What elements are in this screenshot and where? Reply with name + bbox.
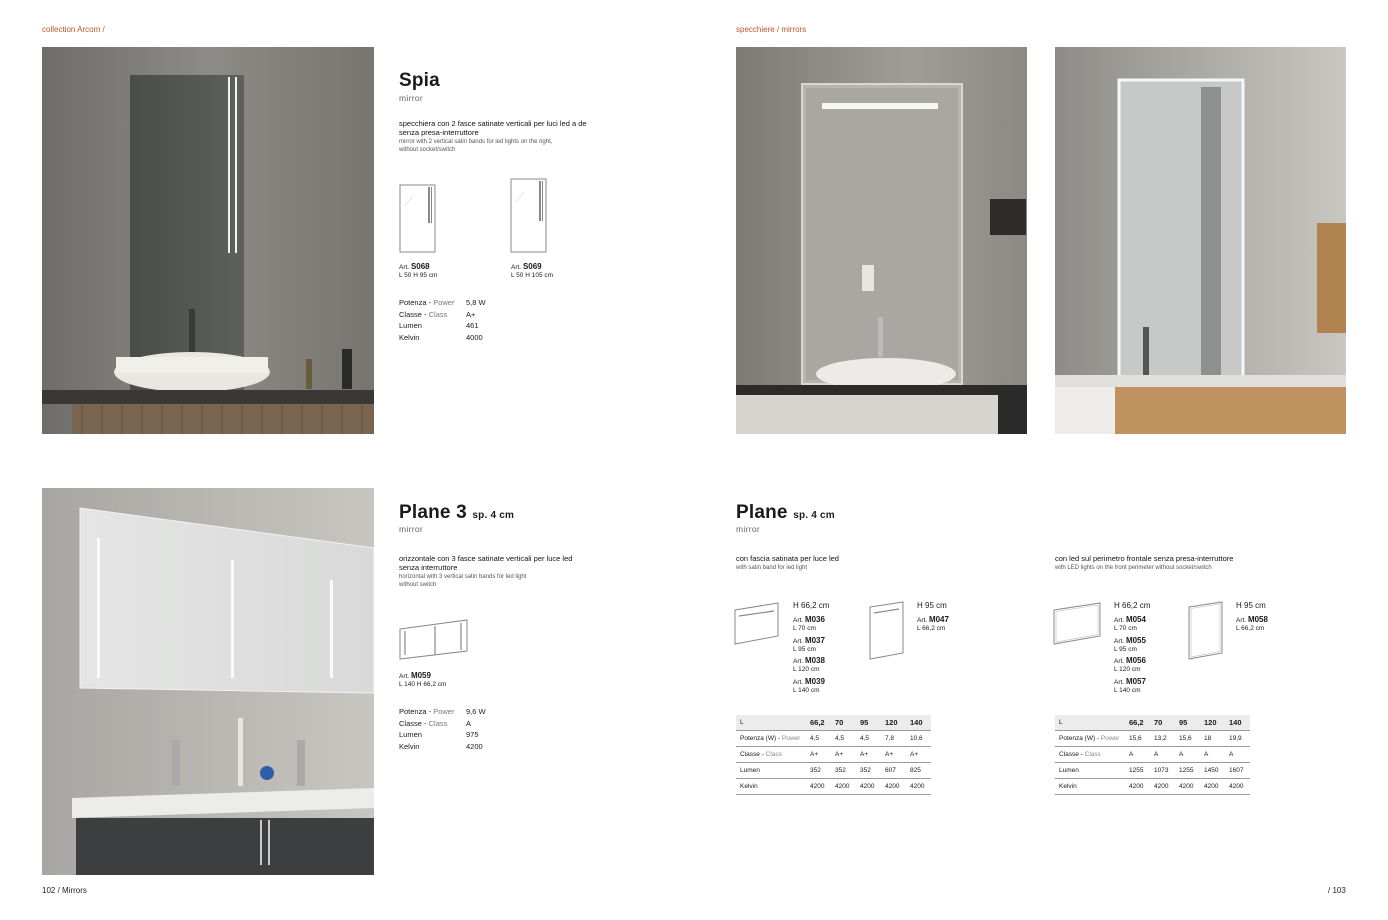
table-header-cell: 120 — [881, 715, 906, 731]
row-label-it: Classe — [1059, 751, 1079, 758]
row-label-it: Classe — [740, 751, 760, 758]
spec-value: 9,6 W — [466, 707, 486, 716]
table-cell: A+ — [906, 747, 931, 763]
table-cell: A — [1225, 747, 1250, 763]
art-prefix: Art. — [793, 658, 804, 665]
plane-right-article-m058 — [1236, 616, 1268, 633]
plane-left-height-a: H 66,2 cm — [793, 601, 830, 610]
table-row — [736, 763, 931, 779]
spec-value: A — [466, 718, 472, 728]
article-code: M055 — [1125, 636, 1146, 645]
plane-m047-drawing — [869, 601, 905, 661]
table-cell: A — [1200, 747, 1225, 763]
article-dims: L 120 cm — [793, 666, 820, 673]
table-cell: 7,8 — [881, 731, 906, 747]
article-dims: L 120 cm — [1114, 666, 1141, 673]
table-row — [736, 731, 931, 747]
plane-m058-drawing — [1188, 601, 1224, 661]
spia-desc-en-2: without socket/switch — [399, 147, 456, 153]
spec-label: Classe — [399, 309, 422, 319]
plane-right-article-m056 — [1114, 657, 1146, 674]
plane-title-suffix: sp. 4 cm — [793, 510, 835, 521]
table-cell: 15,6 — [1175, 731, 1200, 747]
table-cell: 4,5 — [831, 731, 856, 747]
table-header-cell: 66,2 — [806, 715, 831, 731]
table-cell: A — [1175, 747, 1200, 763]
article-dims: L 70 cm — [1114, 625, 1137, 632]
art-prefix: Art. — [399, 673, 410, 680]
art-prefix: Art. — [793, 679, 804, 686]
table-cell: 4200 — [1150, 779, 1175, 795]
table-cell: A — [1125, 747, 1150, 763]
row-label-it: Potenza (W) — [1059, 735, 1096, 742]
article-code: M047 — [928, 615, 949, 624]
spec-label: Lumen — [399, 730, 422, 739]
spec-label-en: Power — [433, 298, 455, 307]
table-cell: 352 — [856, 763, 881, 779]
article-dims: L 95 cm — [1114, 646, 1137, 653]
spia-s069-drawing — [510, 178, 548, 254]
spia-subtitle: mirror — [399, 93, 423, 103]
article-code: M038 — [804, 656, 825, 665]
spec-label-en: Class — [428, 309, 448, 319]
spec-label: Potenza — [399, 298, 427, 307]
spec-label: Potenza — [399, 707, 427, 716]
table-header-row — [736, 715, 931, 731]
table-row-label: Lumen — [1055, 763, 1125, 779]
article-code: M058 — [1247, 615, 1268, 624]
spec-label: Classe — [399, 718, 422, 728]
article-code: M037 — [804, 636, 825, 645]
article-dims: L 140 cm — [1114, 687, 1141, 694]
spia-desc-it-2: senza presa-interruttore — [399, 128, 479, 137]
art-prefix: Art. — [1114, 658, 1125, 665]
plane-left-article-m036 — [793, 616, 825, 633]
table-cell: 607 — [881, 763, 906, 779]
spec-label: Lumen — [399, 321, 422, 330]
art-prefix: Art. — [1236, 617, 1247, 624]
row-label-en: Power — [781, 735, 801, 742]
plane-left-desc-en: with satin band for led light — [736, 565, 808, 571]
table-cell: 1255 — [1175, 763, 1200, 779]
plane-right-article-m057 — [1114, 678, 1146, 695]
table-row-label: Potenza (W) - Power — [736, 731, 806, 747]
art-prefix: Art. — [511, 264, 522, 271]
plane3-subtitle: mirror — [399, 524, 423, 534]
article-code: S069 — [522, 262, 542, 271]
plane-photo-perimeter — [1055, 47, 1346, 434]
plane-right-desc-en: with LED lights on the front perimeter without socket/switch — [1055, 565, 1212, 571]
article-code: S068 — [410, 262, 430, 271]
table-header-cell: 140 — [1225, 715, 1250, 731]
table-cell: 352 — [831, 763, 856, 779]
table-cell: A+ — [806, 747, 831, 763]
table-cell: A+ — [881, 747, 906, 763]
table-row — [1055, 731, 1250, 747]
table-header-cell: 70 — [831, 715, 856, 731]
table-header-cell: L — [736, 715, 806, 731]
breadcrumb-right: specchiere / mirrors — [736, 25, 807, 34]
plane3-desc-en-2: without switch — [399, 582, 437, 588]
plane-m036-drawing — [734, 602, 780, 646]
table-cell: A — [1150, 747, 1175, 763]
article-code: M057 — [1125, 677, 1146, 686]
table-header-cell: 66,2 — [1125, 715, 1150, 731]
spia-title: Spia — [399, 70, 440, 91]
table-header-cell: L — [1055, 715, 1125, 731]
table-cell: 4200 — [856, 779, 881, 795]
table-cell: 4200 — [1175, 779, 1200, 795]
plane-right-desc-it: con led sul perimetro frontale senza presa-interruttore — [1055, 554, 1234, 563]
article-dims: L 50 H 105 cm — [511, 272, 554, 279]
art-prefix: Art. — [917, 617, 928, 624]
plane-left-spec-table — [736, 715, 931, 795]
plane-photo-band — [736, 47, 1027, 434]
table-header-row — [1055, 715, 1250, 731]
table-cell: 10,6 — [906, 731, 931, 747]
spec-value: 5,8 W — [466, 298, 486, 307]
article-code: M039 — [804, 677, 825, 686]
article-code: M056 — [1125, 656, 1146, 665]
table-cell: 18 — [1200, 731, 1225, 747]
plane3-title-suffix: sp. 4 cm — [472, 510, 515, 521]
row-label-it: Potenza (W) — [740, 735, 777, 742]
table-cell: 4200 — [881, 779, 906, 795]
plane-m054-drawing — [1053, 602, 1103, 646]
spia-s068-drawing — [399, 184, 437, 254]
plane-right-article-m054 — [1114, 616, 1146, 633]
spec-label: Kelvin — [399, 332, 420, 342]
plane3-desc-it-2: senza interruttore — [399, 563, 458, 572]
table-header-cell: 120 — [1200, 715, 1225, 731]
table-cell: 4200 — [831, 779, 856, 795]
plane-left-desc-it: con fascia satinata per luce led — [736, 554, 839, 563]
plane-left-article-m038 — [793, 657, 825, 674]
spia-article-1 — [399, 263, 437, 280]
table-row — [1055, 763, 1250, 779]
row-label-en: Class — [1084, 751, 1101, 758]
plane-subtitle: mirror — [736, 524, 760, 534]
plane-title — [736, 502, 835, 524]
table-cell: 825 — [906, 763, 931, 779]
art-prefix: Art. — [1114, 617, 1125, 624]
article-dims: L 50 H 95 cm — [399, 272, 438, 279]
article-code: M054 — [1125, 615, 1146, 624]
article-code: M059 — [410, 671, 431, 680]
table-header-cell: 95 — [1175, 715, 1200, 731]
spia-desc-it-1: specchiera con 2 fasce satinate verticali per luci led a de — [399, 119, 587, 128]
table-row-label: Classe - Class — [736, 747, 806, 763]
table-row-label: Classe - Class — [1055, 747, 1125, 763]
spec-value: 4200 — [466, 741, 483, 751]
spia-article-2 — [511, 263, 553, 280]
table-cell: 4,5 — [856, 731, 881, 747]
spia-desc-en-1: mirror with 2 vertical satin bands for led lights on the right, — [399, 139, 553, 145]
plane3-photo — [42, 488, 374, 875]
plane3-article — [399, 672, 446, 689]
art-prefix: Art. — [399, 264, 410, 271]
table-cell: 19,9 — [1225, 731, 1250, 747]
table-cell: 1255 — [1125, 763, 1150, 779]
table-row-label: Kelvin — [736, 779, 806, 795]
article-dims: L 66,2 cm — [1236, 625, 1265, 632]
plane-right-article-m055 — [1114, 637, 1146, 654]
table-row — [736, 779, 931, 795]
page-number-right: / 103 — [1328, 886, 1346, 895]
table-header-cell: 70 — [1150, 715, 1175, 731]
plane-left-article-m037 — [793, 637, 825, 654]
table-cell: 4200 — [1225, 779, 1250, 795]
spec-value: 461 — [466, 321, 479, 330]
table-row — [1055, 747, 1250, 763]
table-row-label: Kelvin — [1055, 779, 1125, 795]
table-cell: 4,5 — [806, 731, 831, 747]
plane3-title — [399, 502, 514, 524]
table-row-label: Potenza (W) - Power — [1055, 731, 1125, 747]
table-cell: 4200 — [906, 779, 931, 795]
page-number-left: 102 / Mirrors — [42, 886, 87, 895]
article-dims: L 70 cm — [793, 625, 816, 632]
table-cell: 1450 — [1200, 763, 1225, 779]
plane3-title-main: Plane 3 — [399, 502, 467, 523]
art-prefix: Art. — [1114, 679, 1125, 686]
article-dims: L 140 cm — [793, 687, 820, 694]
plane3-specs: Potenza - Power 9,6 W Classe - Class A Lumen 975 Kelvin 4200 — [399, 707, 486, 751]
breadcrumb-left: collection Arcom / — [42, 25, 105, 34]
spia-specs: Potenza - Power 5,8 W Classe - Class A+ Lumen 461 Kelvin 4000 — [399, 298, 486, 342]
row-label-en: Power — [1100, 735, 1120, 742]
plane-right-height-b: H 95 cm — [1236, 601, 1266, 610]
table-cell: 15,6 — [1125, 731, 1150, 747]
table-header-cell: 140 — [906, 715, 931, 731]
table-cell: 4200 — [1200, 779, 1225, 795]
plane-left-article-m047 — [917, 616, 949, 633]
table-row-label: Lumen — [736, 763, 806, 779]
plane-left-height-b: H 95 cm — [917, 601, 947, 610]
table-cell: A+ — [831, 747, 856, 763]
plane-left-article-m039 — [793, 678, 825, 695]
plane3-desc-en-1: horizontal with 3 vertical satin bands for led light — [399, 574, 527, 580]
table-row — [1055, 779, 1250, 795]
table-cell: A+ — [856, 747, 881, 763]
article-dims: L 95 cm — [793, 646, 816, 653]
table-cell: 1073 — [1150, 763, 1175, 779]
table-cell: 13,2 — [1150, 731, 1175, 747]
table-cell: 1607 — [1225, 763, 1250, 779]
article-dims: L 140 H 66,2 cm — [399, 681, 447, 688]
table-cell: 352 — [806, 763, 831, 779]
row-label-en: Class — [765, 751, 782, 758]
art-prefix: Art. — [793, 638, 804, 645]
plane3-m059-drawing — [399, 619, 469, 661]
plane3-desc-it-1: orizzontale con 3 fasce satinate verticali per luce led — [399, 554, 573, 563]
art-prefix: Art. — [793, 617, 804, 624]
plane-title-main: Plane — [736, 502, 788, 523]
spec-value: A+ — [466, 309, 476, 319]
spec-value: 4000 — [466, 332, 483, 342]
spec-label-en: Power — [433, 707, 455, 716]
spec-label-en: Class — [428, 718, 448, 728]
table-header-cell: 95 — [856, 715, 881, 731]
table-cell: 4200 — [806, 779, 831, 795]
article-dims: L 66,2 cm — [917, 625, 946, 632]
article-code: M036 — [804, 615, 825, 624]
plane-right-spec-table — [1055, 715, 1250, 795]
plane-right-height-a: H 66,2 cm — [1114, 601, 1151, 610]
spec-value: 975 — [466, 730, 479, 739]
table-row — [736, 747, 931, 763]
art-prefix: Art. — [1114, 638, 1125, 645]
spec-label: Kelvin — [399, 741, 420, 751]
table-cell: 4200 — [1125, 779, 1150, 795]
spia-photo — [42, 47, 374, 434]
